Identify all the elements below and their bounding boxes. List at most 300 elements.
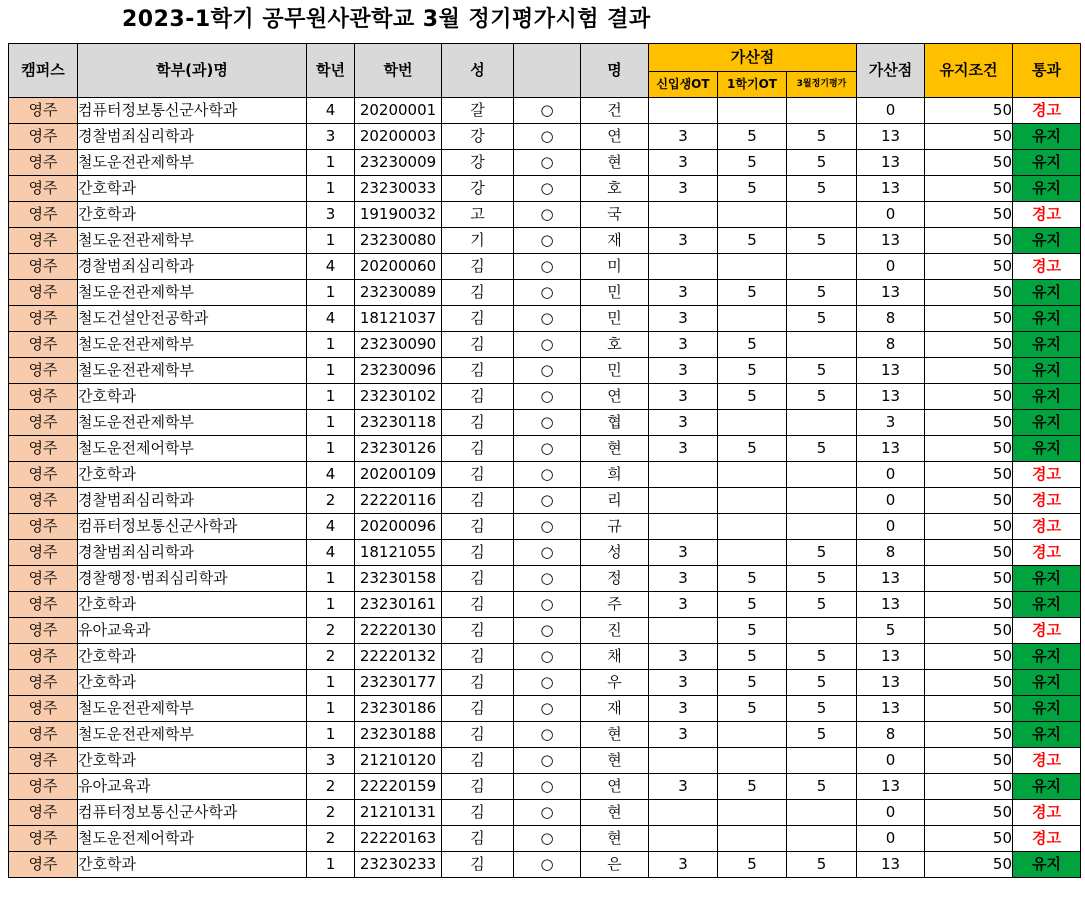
bonus-freshman-ot-cell[interactable]: 3 [649, 670, 718, 696]
masked-name-cell[interactable]: ○ [514, 774, 581, 800]
table-row[interactable] [9, 592, 1081, 618]
masked-name-cell[interactable]: ○ [514, 410, 581, 436]
bonus-semester-ot-cell[interactable]: 5 [718, 774, 787, 800]
bonus-semester-ot-cell[interactable] [718, 748, 787, 774]
bonus-march-eval-cell[interactable] [787, 410, 857, 436]
bonus-freshman-ot-cell[interactable]: 3 [649, 228, 718, 254]
campus-cell[interactable]: 영주 [9, 514, 78, 540]
header-grade[interactable]: 학년 [307, 44, 355, 98]
bonus-semester-ot-cell[interactable] [718, 410, 787, 436]
bonus-total-cell[interactable]: 8 [857, 540, 925, 566]
keep-condition-cell[interactable]: 50 [925, 774, 1013, 800]
student-id-cell[interactable]: 21210120 [355, 748, 442, 774]
masked-name-cell[interactable]: ○ [514, 202, 581, 228]
department-cell[interactable]: 컴퓨터정보통신군사학과 [78, 98, 307, 124]
keep-condition-cell[interactable]: 50 [925, 722, 1013, 748]
grade-cell[interactable]: 2 [307, 488, 355, 514]
last-name-cell[interactable]: 강 [442, 150, 514, 176]
student-id-cell[interactable]: 23230009 [355, 150, 442, 176]
first-name-cell[interactable]: 희 [581, 462, 649, 488]
bonus-semester-ot-cell[interactable] [718, 254, 787, 280]
student-id-cell[interactable]: 23230096 [355, 358, 442, 384]
department-cell[interactable]: 철도운전관제학부 [78, 722, 307, 748]
department-cell[interactable]: 경찰범죄심리학과 [78, 488, 307, 514]
campus-cell[interactable]: 영주 [9, 774, 78, 800]
masked-name-cell[interactable]: ○ [514, 306, 581, 332]
bonus-march-eval-cell[interactable] [787, 332, 857, 358]
keep-condition-cell[interactable]: 50 [925, 618, 1013, 644]
status-badge[interactable]: 경고 [1013, 800, 1081, 826]
bonus-total-cell[interactable]: 5 [857, 618, 925, 644]
last-name-cell[interactable]: 김 [442, 722, 514, 748]
student-id-cell[interactable]: 22220116 [355, 488, 442, 514]
campus-cell[interactable]: 영주 [9, 332, 78, 358]
first-name-cell[interactable]: 현 [581, 826, 649, 852]
table-row[interactable] [9, 722, 1081, 748]
grade-cell[interactable]: 1 [307, 852, 355, 878]
keep-condition-cell[interactable]: 50 [925, 670, 1013, 696]
first-name-cell[interactable]: 현 [581, 748, 649, 774]
campus-cell[interactable]: 영주 [9, 748, 78, 774]
status-badge[interactable]: 유지 [1013, 176, 1081, 202]
first-name-cell[interactable]: 은 [581, 852, 649, 878]
first-name-cell[interactable]: 연 [581, 774, 649, 800]
bonus-total-cell[interactable]: 0 [857, 98, 925, 124]
header-result[interactable]: 통과 [1013, 44, 1081, 98]
department-cell[interactable]: 철도운전제어학과 [78, 826, 307, 852]
bonus-total-cell[interactable]: 13 [857, 228, 925, 254]
student-id-cell[interactable]: 19190032 [355, 202, 442, 228]
masked-name-cell[interactable]: ○ [514, 384, 581, 410]
masked-name-cell[interactable]: ○ [514, 254, 581, 280]
last-name-cell[interactable]: 김 [442, 774, 514, 800]
bonus-total-cell[interactable]: 0 [857, 826, 925, 852]
grade-cell[interactable]: 1 [307, 358, 355, 384]
masked-name-cell[interactable]: ○ [514, 150, 581, 176]
first-name-cell[interactable]: 민 [581, 280, 649, 306]
bonus-freshman-ot-cell[interactable]: 3 [649, 644, 718, 670]
masked-name-cell[interactable]: ○ [514, 228, 581, 254]
status-badge[interactable]: 유지 [1013, 670, 1081, 696]
keep-condition-cell[interactable]: 50 [925, 592, 1013, 618]
campus-cell[interactable]: 영주 [9, 124, 78, 150]
bonus-total-cell[interactable]: 13 [857, 670, 925, 696]
campus-cell[interactable]: 영주 [9, 826, 78, 852]
campus-cell[interactable]: 영주 [9, 566, 78, 592]
table-row[interactable] [9, 150, 1081, 176]
bonus-total-cell[interactable]: 13 [857, 436, 925, 462]
student-id-cell[interactable]: 23230033 [355, 176, 442, 202]
bonus-march-eval-cell[interactable] [787, 202, 857, 228]
grade-cell[interactable]: 2 [307, 618, 355, 644]
bonus-march-eval-cell[interactable]: 5 [787, 852, 857, 878]
department-cell[interactable]: 간호학과 [78, 852, 307, 878]
status-badge[interactable]: 경고 [1013, 540, 1081, 566]
status-badge[interactable]: 경고 [1013, 618, 1081, 644]
bonus-march-eval-cell[interactable] [787, 748, 857, 774]
masked-name-cell[interactable]: ○ [514, 566, 581, 592]
bonus-semester-ot-cell[interactable] [718, 462, 787, 488]
grade-cell[interactable]: 1 [307, 410, 355, 436]
grade-cell[interactable]: 2 [307, 644, 355, 670]
table-row[interactable] [9, 774, 1081, 800]
bonus-total-cell[interactable]: 13 [857, 696, 925, 722]
campus-cell[interactable]: 영주 [9, 644, 78, 670]
status-badge[interactable]: 유지 [1013, 722, 1081, 748]
department-cell[interactable]: 간호학과 [78, 644, 307, 670]
bonus-semester-ot-cell[interactable]: 5 [718, 358, 787, 384]
campus-cell[interactable]: 영주 [9, 462, 78, 488]
student-id-cell[interactable]: 20200096 [355, 514, 442, 540]
status-badge[interactable]: 유지 [1013, 384, 1081, 410]
bonus-total-cell[interactable]: 0 [857, 748, 925, 774]
campus-cell[interactable]: 영주 [9, 358, 78, 384]
grade-cell[interactable]: 4 [307, 98, 355, 124]
bonus-march-eval-cell[interactable]: 5 [787, 228, 857, 254]
department-cell[interactable]: 철도운전관제학부 [78, 410, 307, 436]
keep-condition-cell[interactable]: 50 [925, 462, 1013, 488]
masked-name-cell[interactable]: ○ [514, 722, 581, 748]
bonus-freshman-ot-cell[interactable]: 3 [649, 722, 718, 748]
bonus-freshman-ot-cell[interactable]: 3 [649, 124, 718, 150]
table-row[interactable] [9, 488, 1081, 514]
grade-cell[interactable]: 1 [307, 384, 355, 410]
first-name-cell[interactable]: 진 [581, 618, 649, 644]
table-row[interactable] [9, 436, 1081, 462]
header-first-name[interactable]: 명 [581, 44, 649, 98]
student-id-cell[interactable]: 23230177 [355, 670, 442, 696]
masked-name-cell[interactable]: ○ [514, 98, 581, 124]
bonus-march-eval-cell[interactable] [787, 98, 857, 124]
keep-condition-cell[interactable]: 50 [925, 384, 1013, 410]
bonus-semester-ot-cell[interactable]: 5 [718, 644, 787, 670]
bonus-march-eval-cell[interactable]: 5 [787, 124, 857, 150]
grade-cell[interactable]: 1 [307, 592, 355, 618]
masked-name-cell[interactable]: ○ [514, 826, 581, 852]
last-name-cell[interactable]: 고 [442, 202, 514, 228]
bonus-freshman-ot-cell[interactable]: 3 [649, 332, 718, 358]
campus-cell[interactable]: 영주 [9, 384, 78, 410]
bonus-march-eval-cell[interactable]: 5 [787, 592, 857, 618]
grade-cell[interactable]: 1 [307, 670, 355, 696]
status-badge[interactable]: 유지 [1013, 852, 1081, 878]
bonus-total-cell[interactable]: 3 [857, 410, 925, 436]
bonus-freshman-ot-cell[interactable] [649, 748, 718, 774]
first-name-cell[interactable]: 우 [581, 670, 649, 696]
bonus-march-eval-cell[interactable]: 5 [787, 436, 857, 462]
department-cell[interactable]: 간호학과 [78, 592, 307, 618]
keep-condition-cell[interactable]: 50 [925, 98, 1013, 124]
student-id-cell[interactable]: 23230102 [355, 384, 442, 410]
header-bonus-march-eval[interactable]: 3월정기평가 [787, 72, 857, 98]
bonus-total-cell[interactable]: 13 [857, 150, 925, 176]
bonus-total-cell[interactable]: 13 [857, 124, 925, 150]
bonus-freshman-ot-cell[interactable]: 3 [649, 280, 718, 306]
first-name-cell[interactable]: 협 [581, 410, 649, 436]
last-name-cell[interactable]: 김 [442, 306, 514, 332]
status-badge[interactable]: 유지 [1013, 280, 1081, 306]
campus-cell[interactable]: 영주 [9, 202, 78, 228]
campus-cell[interactable]: 영주 [9, 488, 78, 514]
grade-cell[interactable]: 4 [307, 254, 355, 280]
header-department[interactable]: 학부(과)명 [78, 44, 307, 98]
keep-condition-cell[interactable]: 50 [925, 124, 1013, 150]
bonus-semester-ot-cell[interactable] [718, 98, 787, 124]
bonus-total-cell[interactable]: 8 [857, 306, 925, 332]
masked-name-cell[interactable]: ○ [514, 358, 581, 384]
bonus-semester-ot-cell[interactable]: 5 [718, 566, 787, 592]
last-name-cell[interactable]: 김 [442, 748, 514, 774]
bonus-semester-ot-cell[interactable]: 5 [718, 228, 787, 254]
table-row[interactable] [9, 540, 1081, 566]
student-id-cell[interactable]: 23230090 [355, 332, 442, 358]
masked-name-cell[interactable]: ○ [514, 748, 581, 774]
bonus-total-cell[interactable]: 8 [857, 722, 925, 748]
bonus-freshman-ot-cell[interactable]: 3 [649, 852, 718, 878]
bonus-semester-ot-cell[interactable]: 5 [718, 592, 787, 618]
grade-cell[interactable]: 3 [307, 748, 355, 774]
department-cell[interactable]: 유아교육과 [78, 774, 307, 800]
bonus-total-cell[interactable]: 13 [857, 358, 925, 384]
header-bonus-semester-ot[interactable]: 1학기OT [718, 72, 787, 98]
bonus-freshman-ot-cell[interactable] [649, 618, 718, 644]
bonus-freshman-ot-cell[interactable] [649, 254, 718, 280]
last-name-cell[interactable]: 김 [442, 696, 514, 722]
last-name-cell[interactable]: 김 [442, 852, 514, 878]
campus-cell[interactable]: 영주 [9, 150, 78, 176]
campus-cell[interactable]: 영주 [9, 722, 78, 748]
campus-cell[interactable]: 영주 [9, 176, 78, 202]
last-name-cell[interactable]: 김 [442, 800, 514, 826]
bonus-march-eval-cell[interactable]: 5 [787, 306, 857, 332]
last-name-cell[interactable]: 김 [442, 514, 514, 540]
grade-cell[interactable]: 2 [307, 800, 355, 826]
table-row[interactable] [9, 410, 1081, 436]
masked-name-cell[interactable]: ○ [514, 800, 581, 826]
status-badge[interactable]: 경고 [1013, 202, 1081, 228]
first-name-cell[interactable]: 재 [581, 228, 649, 254]
bonus-march-eval-cell[interactable] [787, 254, 857, 280]
first-name-cell[interactable]: 민 [581, 358, 649, 384]
bonus-march-eval-cell[interactable]: 5 [787, 150, 857, 176]
bonus-semester-ot-cell[interactable] [718, 514, 787, 540]
table-row[interactable] [9, 358, 1081, 384]
bonus-march-eval-cell[interactable]: 5 [787, 566, 857, 592]
bonus-freshman-ot-cell[interactable] [649, 462, 718, 488]
student-id-cell[interactable]: 23230161 [355, 592, 442, 618]
last-name-cell[interactable]: 기 [442, 228, 514, 254]
table-row[interactable] [9, 566, 1081, 592]
department-cell[interactable]: 철도운전관제학부 [78, 280, 307, 306]
grade-cell[interactable]: 1 [307, 150, 355, 176]
bonus-freshman-ot-cell[interactable] [649, 98, 718, 124]
last-name-cell[interactable]: 김 [442, 488, 514, 514]
department-cell[interactable]: 철도건설안전공학과 [78, 306, 307, 332]
bonus-total-cell[interactable]: 13 [857, 566, 925, 592]
first-name-cell[interactable]: 민 [581, 306, 649, 332]
last-name-cell[interactable]: 김 [442, 254, 514, 280]
department-cell[interactable]: 간호학과 [78, 670, 307, 696]
bonus-freshman-ot-cell[interactable]: 3 [649, 150, 718, 176]
keep-condition-cell[interactable]: 50 [925, 566, 1013, 592]
department-cell[interactable]: 간호학과 [78, 202, 307, 228]
campus-cell[interactable]: 영주 [9, 98, 78, 124]
status-badge[interactable]: 경고 [1013, 98, 1081, 124]
student-id-cell[interactable]: 23230126 [355, 436, 442, 462]
keep-condition-cell[interactable]: 50 [925, 306, 1013, 332]
masked-name-cell[interactable]: ○ [514, 124, 581, 150]
first-name-cell[interactable]: 연 [581, 384, 649, 410]
grade-cell[interactable]: 3 [307, 202, 355, 228]
status-badge[interactable]: 유지 [1013, 592, 1081, 618]
bonus-freshman-ot-cell[interactable]: 3 [649, 306, 718, 332]
status-badge[interactable]: 유지 [1013, 124, 1081, 150]
status-badge[interactable]: 유지 [1013, 696, 1081, 722]
last-name-cell[interactable]: 강 [442, 176, 514, 202]
bonus-freshman-ot-cell[interactable] [649, 826, 718, 852]
department-cell[interactable]: 컴퓨터정보통신군사학과 [78, 800, 307, 826]
last-name-cell[interactable]: 김 [442, 410, 514, 436]
bonus-freshman-ot-cell[interactable] [649, 800, 718, 826]
table-row[interactable] [9, 280, 1081, 306]
bonus-freshman-ot-cell[interactable]: 3 [649, 592, 718, 618]
table-row[interactable] [9, 228, 1081, 254]
last-name-cell[interactable]: 갈 [442, 98, 514, 124]
student-id-cell[interactable]: 20200109 [355, 462, 442, 488]
bonus-march-eval-cell[interactable]: 5 [787, 696, 857, 722]
table-row[interactable] [9, 618, 1081, 644]
student-id-cell[interactable]: 23230118 [355, 410, 442, 436]
bonus-freshman-ot-cell[interactable]: 3 [649, 176, 718, 202]
bonus-freshman-ot-cell[interactable]: 3 [649, 696, 718, 722]
campus-cell[interactable]: 영주 [9, 618, 78, 644]
student-id-cell[interactable]: 20200003 [355, 124, 442, 150]
status-badge[interactable]: 경고 [1013, 488, 1081, 514]
status-badge[interactable]: 유지 [1013, 774, 1081, 800]
last-name-cell[interactable]: 강 [442, 124, 514, 150]
first-name-cell[interactable]: 현 [581, 436, 649, 462]
status-badge[interactable]: 유지 [1013, 436, 1081, 462]
grade-cell[interactable]: 1 [307, 280, 355, 306]
keep-condition-cell[interactable]: 50 [925, 228, 1013, 254]
student-id-cell[interactable]: 23230089 [355, 280, 442, 306]
campus-cell[interactable]: 영주 [9, 670, 78, 696]
table-row[interactable] [9, 826, 1081, 852]
student-id-cell[interactable]: 22220163 [355, 826, 442, 852]
student-id-cell[interactable]: 23230080 [355, 228, 442, 254]
bonus-march-eval-cell[interactable]: 5 [787, 384, 857, 410]
bonus-freshman-ot-cell[interactable]: 3 [649, 436, 718, 462]
grade-cell[interactable]: 1 [307, 436, 355, 462]
bonus-semester-ot-cell[interactable]: 5 [718, 384, 787, 410]
department-cell[interactable]: 경찰행정·범죄심리학과 [78, 566, 307, 592]
masked-name-cell[interactable]: ○ [514, 696, 581, 722]
keep-condition-cell[interactable]: 50 [925, 644, 1013, 670]
last-name-cell[interactable]: 김 [442, 332, 514, 358]
student-id-cell[interactable]: 20200060 [355, 254, 442, 280]
table-row[interactable] [9, 852, 1081, 878]
keep-condition-cell[interactable]: 50 [925, 540, 1013, 566]
bonus-total-cell[interactable]: 13 [857, 852, 925, 878]
table-row[interactable] [9, 332, 1081, 358]
bonus-freshman-ot-cell[interactable] [649, 514, 718, 540]
bonus-freshman-ot-cell[interactable]: 3 [649, 566, 718, 592]
grade-cell[interactable]: 4 [307, 540, 355, 566]
first-name-cell[interactable]: 리 [581, 488, 649, 514]
grade-cell[interactable]: 4 [307, 514, 355, 540]
bonus-semester-ot-cell[interactable] [718, 826, 787, 852]
bonus-semester-ot-cell[interactable]: 5 [718, 618, 787, 644]
campus-cell[interactable]: 영주 [9, 696, 78, 722]
campus-cell[interactable]: 영주 [9, 280, 78, 306]
student-id-cell[interactable]: 23230158 [355, 566, 442, 592]
bonus-total-cell[interactable]: 8 [857, 332, 925, 358]
masked-name-cell[interactable]: ○ [514, 644, 581, 670]
bonus-march-eval-cell[interactable]: 5 [787, 670, 857, 696]
last-name-cell[interactable]: 김 [442, 618, 514, 644]
first-name-cell[interactable]: 현 [581, 800, 649, 826]
table-row[interactable] [9, 800, 1081, 826]
grade-cell[interactable]: 1 [307, 696, 355, 722]
grade-cell[interactable]: 2 [307, 826, 355, 852]
status-badge[interactable]: 경고 [1013, 462, 1081, 488]
keep-condition-cell[interactable]: 50 [925, 176, 1013, 202]
masked-name-cell[interactable]: ○ [514, 462, 581, 488]
bonus-march-eval-cell[interactable]: 5 [787, 358, 857, 384]
department-cell[interactable]: 간호학과 [78, 462, 307, 488]
table-row[interactable] [9, 670, 1081, 696]
bonus-semester-ot-cell[interactable] [718, 722, 787, 748]
student-id-cell[interactable]: 18121055 [355, 540, 442, 566]
table-row[interactable] [9, 306, 1081, 332]
department-cell[interactable]: 철도운전관제학부 [78, 696, 307, 722]
table-row[interactable] [9, 384, 1081, 410]
status-badge[interactable]: 경고 [1013, 826, 1081, 852]
bonus-total-cell[interactable]: 0 [857, 800, 925, 826]
grade-cell[interactable]: 4 [307, 306, 355, 332]
masked-name-cell[interactable]: ○ [514, 176, 581, 202]
header-student-id[interactable]: 학번 [355, 44, 442, 98]
keep-condition-cell[interactable]: 50 [925, 696, 1013, 722]
header-bonus-group[interactable]: 가산점 [649, 44, 857, 72]
masked-name-cell[interactable]: ○ [514, 332, 581, 358]
last-name-cell[interactable]: 김 [442, 644, 514, 670]
bonus-freshman-ot-cell[interactable]: 3 [649, 358, 718, 384]
bonus-total-cell[interactable]: 13 [857, 644, 925, 670]
bonus-semester-ot-cell[interactable]: 5 [718, 124, 787, 150]
campus-cell[interactable]: 영주 [9, 592, 78, 618]
keep-condition-cell[interactable]: 50 [925, 852, 1013, 878]
bonus-total-cell[interactable]: 13 [857, 280, 925, 306]
bonus-semester-ot-cell[interactable] [718, 540, 787, 566]
bonus-march-eval-cell[interactable]: 5 [787, 722, 857, 748]
department-cell[interactable]: 철도운전관제학부 [78, 332, 307, 358]
bonus-semester-ot-cell[interactable]: 5 [718, 280, 787, 306]
keep-condition-cell[interactable]: 50 [925, 800, 1013, 826]
grade-cell[interactable]: 1 [307, 722, 355, 748]
last-name-cell[interactable]: 김 [442, 826, 514, 852]
campus-cell[interactable]: 영주 [9, 254, 78, 280]
department-cell[interactable]: 철도운전관제학부 [78, 358, 307, 384]
first-name-cell[interactable]: 주 [581, 592, 649, 618]
first-name-cell[interactable]: 현 [581, 722, 649, 748]
grade-cell[interactable]: 3 [307, 124, 355, 150]
bonus-semester-ot-cell[interactable] [718, 202, 787, 228]
masked-name-cell[interactable]: ○ [514, 540, 581, 566]
table-row[interactable] [9, 644, 1081, 670]
student-id-cell[interactable]: 20200001 [355, 98, 442, 124]
student-id-cell[interactable]: 23230186 [355, 696, 442, 722]
